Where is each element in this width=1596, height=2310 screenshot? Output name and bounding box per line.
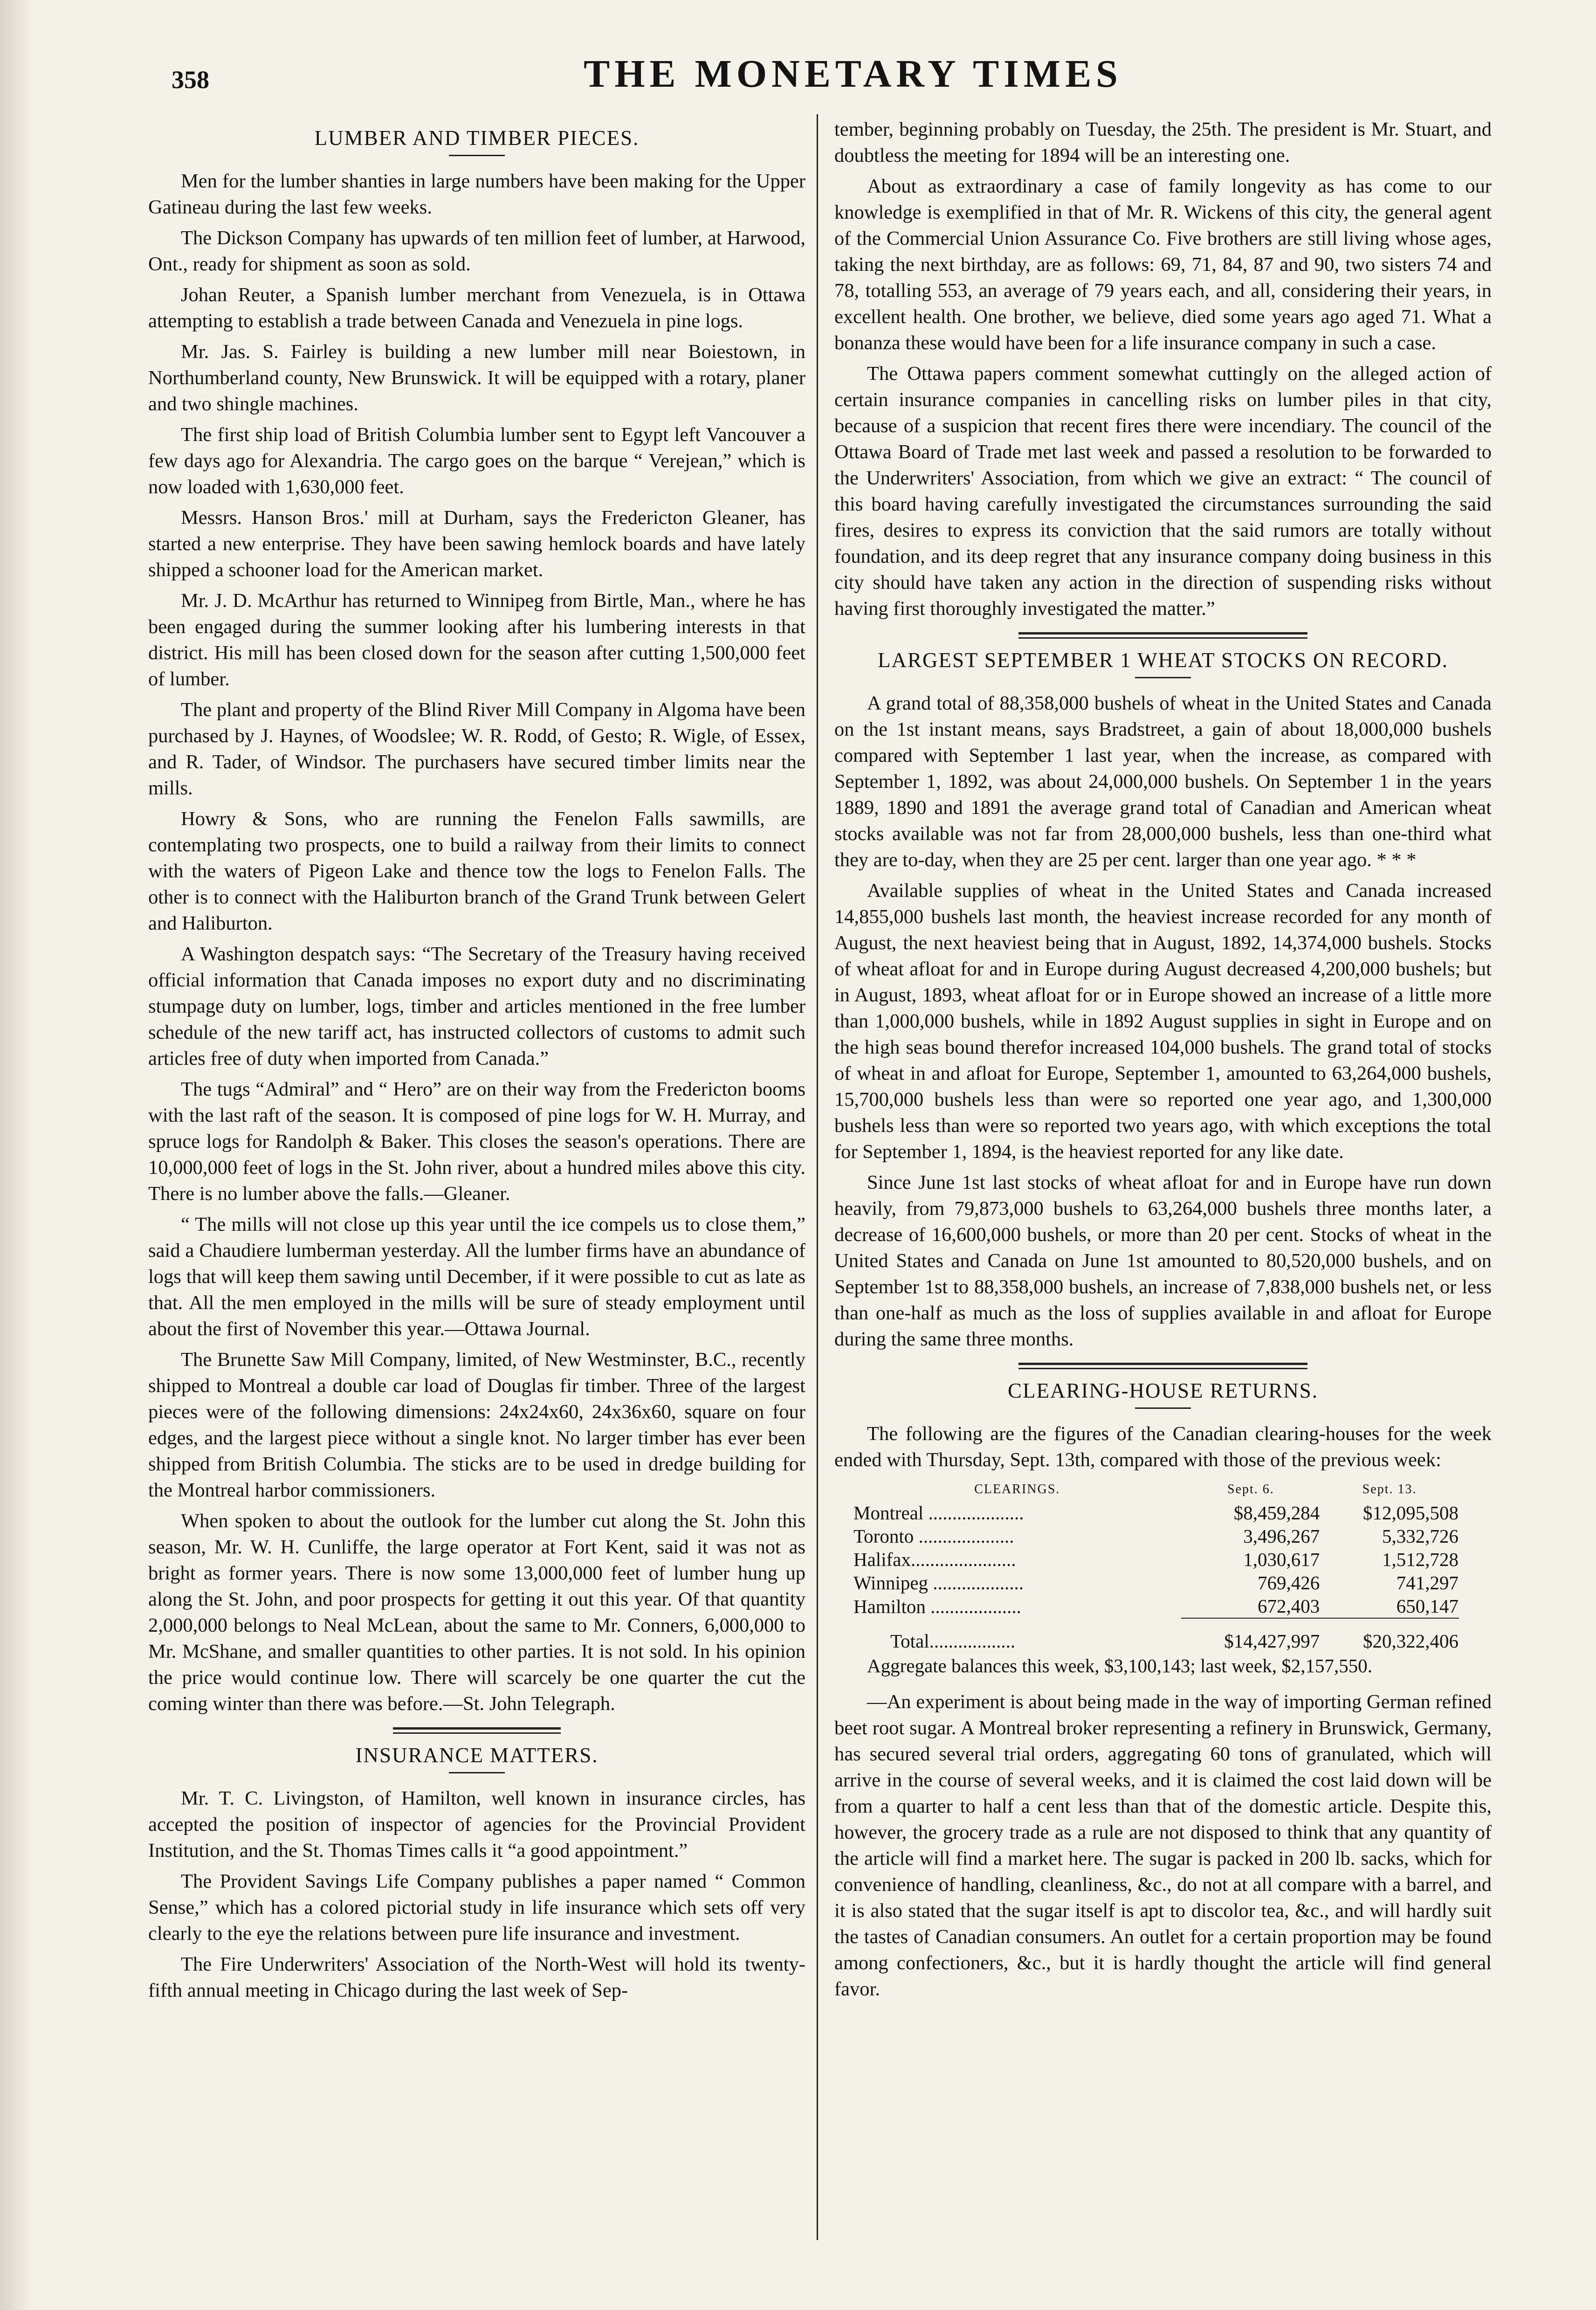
masthead-title: THE MONETARY TIMES	[584, 52, 1122, 96]
column-header: CLEARINGS.	[974, 1482, 1060, 1496]
page-header	[158, 51, 1548, 107]
wheat-paragraph: A grand total of 88,358,000 bushels of wheat in the United States and Canada on the 1st instant means, says Bradstreet, a gain of about 18,000,000 bushels compared with September 1 last year, when the increase, as compared with September 1, 1892, was about 24,000,000 bushels. On September 1 in the years 1889, 1890 and 1891 the average grand total of Canadian and American wheat stocks available was not far from 28,000,000 bushels, less than one-third what they are to-day, when they are 25 per cent. larger than one year ago. * * *	[834, 692, 1492, 871]
section-rule	[1135, 1407, 1191, 1409]
table-row	[853, 1524, 1459, 1548]
table-row	[853, 1571, 1459, 1594]
sept13-total: $20,322,406	[1320, 1618, 1459, 1653]
section-rule	[1018, 1363, 1307, 1369]
sept13-cell: 741,297	[1396, 1572, 1458, 1593]
column-header: Sept. 13.	[1362, 1482, 1417, 1496]
table-total-row	[853, 1618, 1459, 1653]
insurance-paragraph: The Fire Underwriters' Association of the North-West will hold its twenty-fifth annual meeting in Chicago during the last week of Sep-	[148, 1953, 805, 2001]
column-divider	[817, 114, 818, 2240]
insurance-paragraph: About as extraordinary a case of family longevity as has come to our knowledge is exemplified in that of Mr. R. Wickens of this city, the general agent of the Commercial Union Assurance Co. Five brothers are still living whose ages, taking the next birthday, are as follows: 69, 71, 84, 87 and 90, two sisters 74 and 78, totalling 553, an average of 79 years each, and all, considering their years, in excellent health. One brother, we believe, died some years ago aged 71. What a bonanza these would have been for a life insurance company in such a case.	[834, 175, 1492, 354]
left-column	[148, 117, 805, 2008]
lumber-paragraph: A Washington despatch says: “The Secretary of the Treasury having received official information that Canada imposes no export duty and no discriminating stumpage duty on lumber, logs, timber and articles mentioned in the free lumber schedule of the new tariff act, has instructed collectors of customs to admit such articles free of duty when imported from Canada.”	[148, 943, 805, 1069]
lumber-paragraph: The Dickson Company has upwards of ten million feet of lumber, at Harwood, Ont., ready for shipment as soon as sold.	[148, 227, 805, 275]
lumber-paragraph: When spoken to about the outlook for the lumber cut along the St. John this season, Mr. W. H. Cunliffe, the large operator at Fort Kent, said it was not as bright as former years. There is now some 13,000,000 feet of lumber hung up along the St. John, and poor prospects for getting it out this year. Of that quantity 2,000,000 belongs to Neal McLean, about the same to Mr. Conners, 6,000,000 to Mr. McShane, and smaller quantities to other parties. It is not sold. In his opinion the price would continue low. There will scarcely be one quarter the cut the coming winter than there was before.—St. John Telegraph.	[148, 1510, 805, 1715]
lumber-paragraph: “ The mills will not close up this year until the ice compels us to close them,” said a Chaudiere lumberman yesterday. All the lumber firms have an abundance of logs that will keep them sawing until December, if it were possible to cut as late as that. All the men employed in the mills will be sure of steady employment until about the first of November this year.—Ottawa Journal.	[148, 1214, 805, 1340]
section-rule	[393, 1727, 561, 1734]
sugar-paragraph: —An experiment is about being made in the way of importing German refined beet root sugar. A Montreal broker representing a refinery in Brunswick, Germany, has secured several trial orders, aggregating 60 tons of granulated, which will arrive in the course of several weeks, and it is claimed the cost laid down will be from a quarter to half a cent less than that of the domestic article. Despite this, however, the grocery trade as a rule are not disposed to think that any quantity of the article will find a market here. The sugar is packed in 200 lb. sacks, which for convenience of handling, cleanliness, &c., do not at all compare with a barrel, and it is also stated that the sugar itself is apt to discolor tea, &c., and will hardly suit the tastes of Canadian consumers. An outlet for a certain proportion may be found among confectioners, &c., but it is hardly thought the article will find general favor.	[834, 1691, 1492, 2000]
insurance-paragraph: The Provident Savings Life Company publishes a paper named “ Common Sense,” which has a colored pictorial study in life insurance which sets off very clearly to the eye the relations between pure life insurance and investment.	[148, 1870, 805, 1945]
clearing-intro: The following are the figures of the Canadian clearing-houses for the week ended with Thursday, Sept. 13th, compared with those of the previous week:	[834, 1423, 1492, 1471]
city-cell: Toronto ....................	[853, 1525, 1014, 1547]
lumber-section-title: LUMBER AND TIMBER PIECES.	[314, 126, 640, 150]
table-header-row	[853, 1478, 1459, 1501]
column-header: Sept. 6.	[1227, 1482, 1274, 1496]
page-edge	[0, 0, 33, 2310]
city-cell: Winnipeg ...................	[853, 1572, 1024, 1593]
section-rule	[1135, 677, 1191, 678]
wheat-paragraph: Available supplies of wheat in the United States and Canada increased 14,855,000 bushels last month, the heaviest increase recorded for any month of August, the next heaviest being that in August, 1892, 14,374,000 bushels. Stocks of wheat afloat for and in Europe during August decreased 4,200,000 bushels; but in August, 1893, wheat afloat for or in Europe showed an increase of a little more than 1,000,000 bushels, while in 1892 August supplies in sight in Europe and on the high seas bound therefor increased 104,000 bushels. The grand total of stocks of wheat in and afloat for Europe, September 1, amounted to 63,264,000 bushels, 15,700,000 bushels less than were so reported one year ago, and 1,300,000 bushels less than were so reported two years ago, with which exceptions the total for September 1, 1894, is the heaviest reported for any like date.	[834, 880, 1492, 1163]
clearings-table	[853, 1478, 1459, 1653]
lumber-paragraph: Johan Reuter, a Spanish lumber merchant from Venezuela, is in Ottawa attempting to establish a trade between Canada and Venezuela in pine logs.	[148, 284, 805, 332]
lumber-paragraph: Howry & Sons, who are running the Fenelon Falls sawmills, are contemplating two prospects, one to build a railway from their limits to connect with the waters of Pigeon Lake and thence tow the logs to Fenelon Falls. The other is to connect with the Haliburton branch of the Grand Trunk between Gelert and Haliburton.	[148, 808, 805, 934]
lumber-paragraph: The first ship load of British Columbia lumber sent to Egypt left Vancouver a few days ago for Alexandria. The cargo goes on the barque “ Verejean,” which is now loaded with 1,630,000 feet.	[148, 424, 805, 498]
aggregate-balances: Aggregate balances this week, $3,100,143; last week, $2,157,550.	[867, 1655, 1372, 1676]
lumber-paragraph: The plant and property of the Blind River Mill Company in Algoma have been purchased by J. Haynes, of Woodslee; W. R. Rodd, of Gesto; R. Wigle, of Essex, and R. Tader, of Windsor. The purchasers have secured timber limits near the mills.	[148, 699, 805, 799]
sept6-cell: 672,403	[1257, 1595, 1320, 1617]
sept6-total: $14,427,997	[1181, 1618, 1320, 1653]
right-column	[834, 117, 1492, 2007]
lumber-paragraph: The Brunette Saw Mill Company, limited, of New Westminster, B.C., recently shipped to Montreal a double car load of Douglas fir timber. Three of the largest pieces were of the following dimensions: 24x24x60, 24x36x60, square on four edges, and the largest piece without a single knot. No larger timber has ever been shipped from British Columbia. The sticks are to be used in dredge building for the Montreal harbor commissioners.	[148, 1349, 805, 1501]
sept13-cell: 650,147	[1396, 1595, 1458, 1617]
city-cell: Halifax......................	[853, 1549, 1016, 1570]
total-label: Total..................	[890, 1630, 1016, 1652]
table-row	[853, 1501, 1459, 1524]
insurance-paragraph: Mr. T. C. Livingston, of Hamilton, well known in insurance circles, has accepted the position of inspector of agencies for the Provincial Provident Institution, and the St. Thomas Times calls it “a good appointment.”	[148, 1787, 805, 1862]
sept6-cell: 1,030,617	[1243, 1549, 1320, 1570]
lumber-paragraph: Messrs. Hanson Bros.' mill at Durham, says the Fredericton Gleaner, has started a new enterprise. They have been sawing hemlock boards and have lately shipped a schooner load for the American market.	[148, 507, 805, 581]
insurance-section-title: INSURANCE MATTERS.	[355, 1744, 598, 1767]
lumber-paragraph: Mr. Jas. S. Fairley is building a new lumber mill near Boiestown, in Northumberland county, New Brunswick. It will be equipped with a rotary, planer and two shingle machines.	[148, 341, 805, 415]
sept13-cell: 5,332,726	[1382, 1525, 1458, 1547]
lumber-paragraph: Men for the lumber shanties in large numbers have been making for the Upper Gatineau during the last few weeks.	[148, 170, 805, 218]
city-cell: Hamilton ...................	[853, 1595, 1021, 1617]
sept6-cell: 769,426	[1257, 1572, 1320, 1593]
section-rule	[1018, 632, 1307, 639]
wheat-paragraph: Since June 1st last stocks of wheat afloat for and in Europe have run down heavily, from 79,873,000 bushels to 63,264,000 bushels three months later, a decrease of 16,600,000 bushels, or more than 20 per cent. Stocks of wheat in the United States and Canada on June 1st amounted to 80,520,000 bushels, and on September 1st to 88,358,000 bushels, an increase of 7,838,000 bushels net, or less than one-half as much as the loss of supplies available in and afloat for Europe during the same three months.	[834, 1172, 1492, 1350]
sept6-cell: $8,459,284	[1233, 1502, 1320, 1524]
page-number: 358	[172, 66, 209, 94]
section-rule	[449, 1772, 505, 1773]
sept6-cell: 3,496,267	[1243, 1525, 1320, 1547]
lumber-paragraph: Mr. J. D. McArthur has returned to Winnipeg from Birtle, Man., where he has been engaged during the summer looking after his lumbering interests in that district. His mill has been closed down for the season after cutting 1,500,000 feet of lumber.	[148, 590, 805, 690]
sept13-cell: $12,095,508	[1363, 1502, 1458, 1524]
section-rule	[449, 155, 505, 156]
city-cell: Montreal ....................	[853, 1502, 1024, 1524]
lumber-paragraph: The tugs “Admiral” and “ Hero” are on their way from the Fredericton booms with the last raft of the season. It is composed of pine logs for W. H. Murray, and spruce logs for Randolph & Baker. This closes the season's operations. There are 10,000,000 feet of logs in the St. John river, about a hundred miles above this city. There is no lumber above the falls.—Gleaner.	[148, 1078, 805, 1205]
sept13-cell: 1,512,728	[1382, 1549, 1458, 1570]
clearing-section-title: CLEARING-HOUSE RETURNS.	[1007, 1379, 1318, 1402]
wheat-section-title: LARGEST SEPTEMBER 1 WHEAT STOCKS ON RECORD.	[877, 648, 1449, 672]
table-row	[853, 1548, 1459, 1571]
table-row	[853, 1594, 1459, 1618]
insurance-paragraph: tember, beginning probably on Tuesday, the 25th. The president is Mr. Stuart, and doubtless the meeting for 1894 will be an interesting one.	[834, 118, 1492, 166]
insurance-paragraph: The Ottawa papers comment somewhat cuttingly on the alleged action of certain insurance companies in cancelling risks on lumber piles in that city, because of a suspicion that recent fires there were incendiary. The council of the Ottawa Board of Trade met last week and passed a resolution to be forwarded to the Underwriters' Association, from which we give an extract: “ The council of this board having carefully investigated the circumstances surrounding the said fires, desires to express its conviction that the said rumors are totally without foundation, and its deep regret that any insurance company doing business in this city should have taken any action in the direction of suspending risks without having first thoroughly investigated the matter.”	[834, 363, 1492, 620]
